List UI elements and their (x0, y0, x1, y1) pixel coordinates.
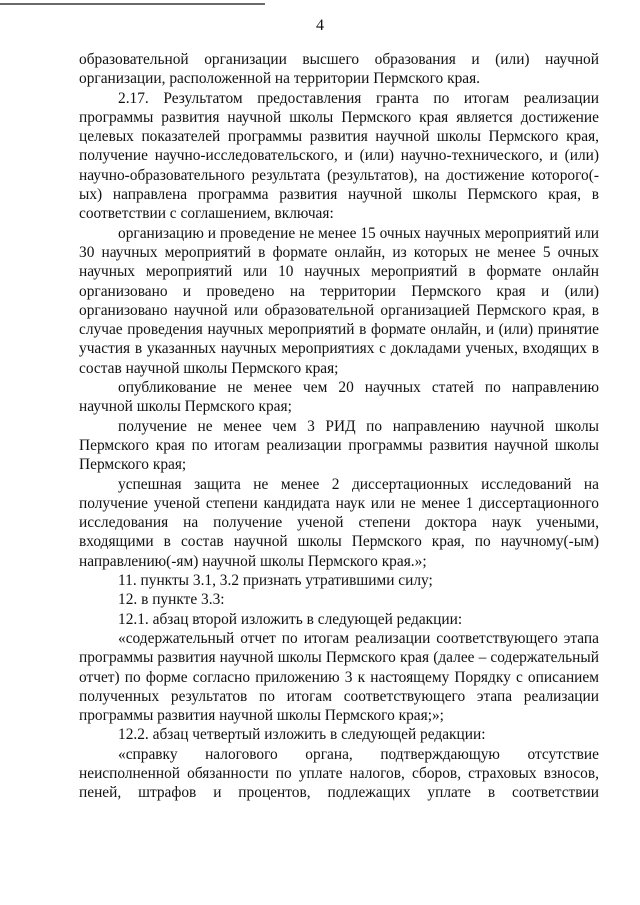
paragraph: 12. в пункте 3.3: (118, 591, 225, 609)
scan-edge-line (0, 3, 265, 5)
paragraph: образовательной организации высшего образования и (или) научной организации, расположенной на территории Пермского края. (79, 51, 599, 88)
page-number: 4 (316, 17, 324, 34)
paragraph: организацию и проведение не менее 15 очных научных мероприятий или 30 научных мероприятий в формате онлайн, из которых не менее 5 очных научных мероприятий или 10 научных мероприятий в формате онлайн организовано и проведено на территории Пермского края и (или) организовано научной или образовательной организацией Пермского края, в случае проведения научных мероприятий в формате онлайн, и (или) принятие участия в указанных научных мероприятиях с докладами ученых, входящих в состав научной школы Пермского края; (79, 224, 599, 377)
document-body (79, 50, 599, 803)
paragraph: «справку налогового органа, подтверждающую отсутствие неисполненной обязанности по уплате налогов, сборов, страховых взносов, пеней, штрафов и процентов, подлежащих уплате в соответствии (79, 745, 599, 802)
paragraph: 11. пункты 3.1, 3.2 признать утратившими силу; (118, 572, 433, 590)
paragraph: 12.1. абзац второй изложить в следующей редакции: (118, 610, 463, 628)
paragraph: опубликование не менее чем 20 научных статей по направлению научной школы Пермского края; (79, 379, 599, 416)
paragraph: успешная защита не менее 2 диссертационных исследований на получение ученой степени кандидата наук или не менее 1 диссертационного исследования на получение ученой степени доктора наук учеными, входящими в состав научной школы Пермского края, по научному(-ым) направлению(-ям) научной школы Пермского края.»; (79, 475, 599, 570)
paragraph: получение не менее чем 3 РИД по направлению научной школы Пермского края по итогам реализации программы развития научной школы Пермского края; (79, 417, 599, 474)
paragraph: «содержательный отчет по итогам реализации соответствующего этапа программы развития научной школы Пермского края (далее – содержательный отчет) по форме согласно приложению 3 к настоящему Порядку с описанием полученных результатов по итогам соответствующего этапа реализации программы развития научной школы Пермского края;»; (79, 629, 599, 725)
paragraph: 2.17. Результатом предоставления гранта по итогам реализации программы развития научной школы Пермского края является достижение целевых показателей программы развития научной школы Пермского края, получение научно-исследовательского, и (или) научно-технического, и (или) научно-образовательного результата (результатов), на достижение которого(-ых) направлена программа развития научной школы Пермского края, в соответствии с соглашением, включая: (79, 89, 599, 223)
paragraph: 12.2. абзац четвертый изложить в следующей редакции: (118, 726, 486, 744)
